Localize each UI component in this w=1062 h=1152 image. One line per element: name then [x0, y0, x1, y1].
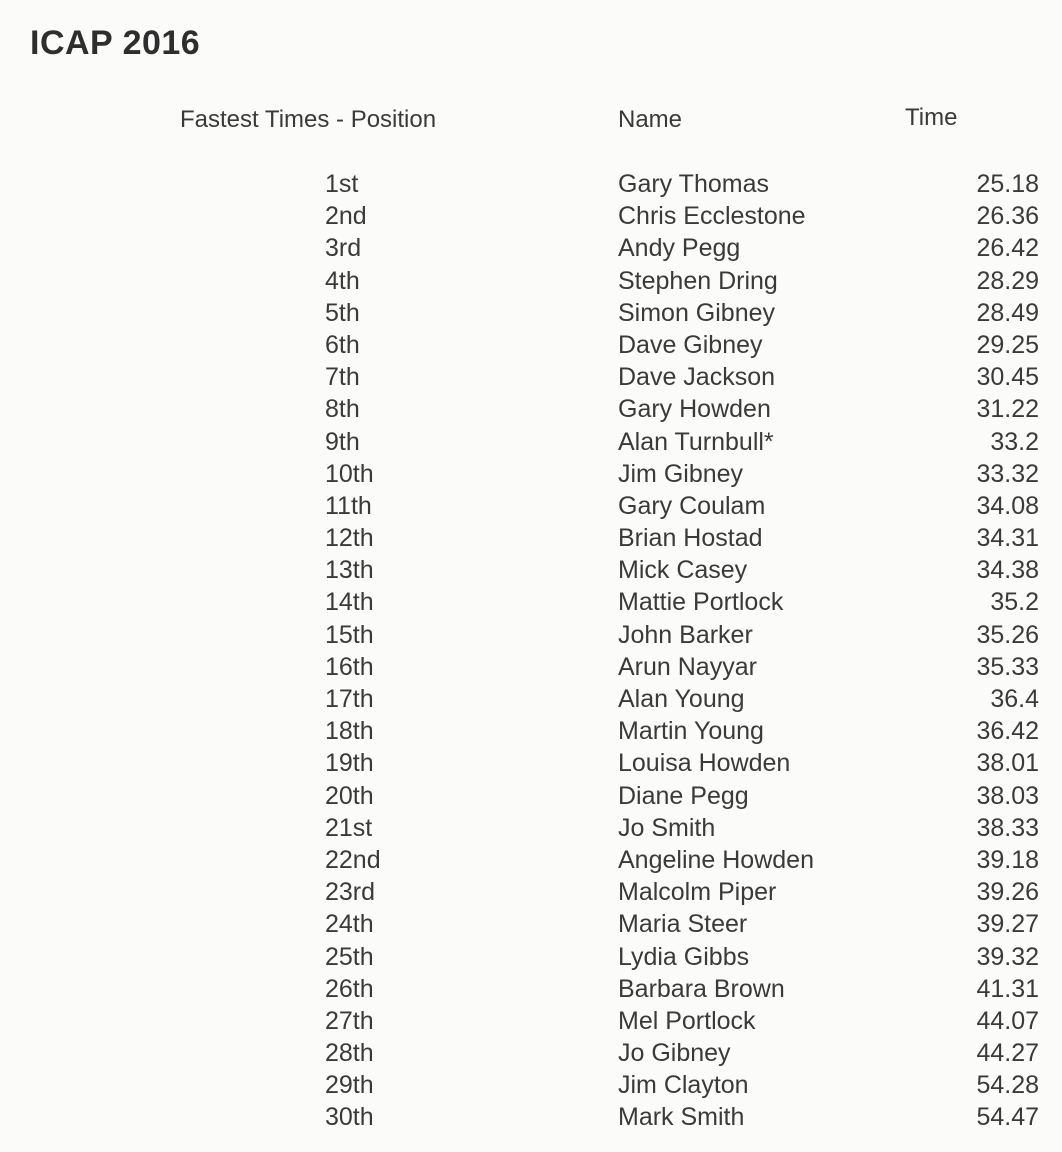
table-row [0, 393, 1062, 425]
table-row [0, 619, 1062, 651]
table-row [0, 490, 1062, 522]
row-name: Stephen Dring [618, 266, 778, 295]
table-row [0, 232, 1062, 264]
table-row [0, 329, 1062, 361]
row-position: 12th [325, 524, 374, 553]
row-name: John Barker [618, 620, 753, 649]
row-time: 26.42 [976, 234, 1039, 263]
table-row [0, 908, 1062, 940]
row-time: 54.28 [976, 1071, 1039, 1100]
row-time: 35.33 [976, 652, 1039, 681]
row-time: 25.18 [976, 170, 1039, 198]
row-name: Brian Hostad [618, 524, 763, 553]
row-time: 38.33 [976, 813, 1039, 842]
table-row [0, 1037, 1062, 1069]
table-row [0, 973, 1062, 1005]
row-time: 33.32 [976, 459, 1039, 488]
column-header-name: Name [618, 106, 683, 133]
row-name: Jo Gibney [618, 1039, 731, 1068]
row-name: Gary Coulam [618, 491, 766, 520]
row-time: 28.49 [976, 298, 1039, 327]
row-name: Mattie Portlock [618, 588, 784, 617]
row-position: 3rd [325, 234, 362, 263]
table-row [0, 1069, 1062, 1101]
row-name: Alan Turnbull* [618, 427, 774, 456]
table-row [0, 426, 1062, 458]
row-position: 6th [325, 330, 360, 359]
row-position: 5th [325, 298, 360, 327]
row-name: Jim Clayton [618, 1071, 749, 1100]
row-name: Dave Gibney [618, 330, 763, 359]
row-position: 14th [325, 588, 374, 617]
row-time: 44.07 [976, 1006, 1039, 1035]
row-name: Chris Ecclestone [618, 202, 806, 231]
row-name: Louisa Howden [618, 749, 791, 778]
row-name: Lydia Gibbs [618, 942, 750, 971]
row-time: 38.03 [976, 781, 1039, 810]
table-row [0, 844, 1062, 876]
table-row [0, 941, 1062, 973]
row-time: 34.38 [976, 556, 1039, 585]
row-name: Gary Howden [618, 395, 771, 424]
table-row [0, 780, 1062, 812]
row-position: 21st [325, 813, 373, 842]
row-position: 16th [325, 652, 374, 681]
row-position: 2nd [325, 202, 367, 231]
table-row [0, 683, 1062, 715]
row-time: 34.08 [976, 491, 1039, 520]
table-row [0, 715, 1062, 747]
row-position: 24th [325, 910, 374, 939]
row-name: Jo Smith [618, 813, 716, 842]
row-position: 15th [325, 620, 374, 649]
row-position: 20th [325, 781, 374, 810]
row-time: 35.2 [990, 588, 1039, 617]
row-name: Diane Pegg [618, 781, 749, 810]
row-position: 29th [325, 1071, 374, 1100]
table-row [0, 812, 1062, 844]
row-position: 23rd [325, 878, 376, 907]
row-name: Angeline Howden [618, 845, 814, 874]
row-position: 17th [325, 685, 374, 713]
table-row [0, 747, 1062, 779]
row-time: 38.01 [976, 749, 1039, 778]
row-time: 31.22 [976, 395, 1039, 424]
row-position: 13th [325, 556, 374, 585]
row-position: 8th [325, 395, 360, 424]
row-position: 11th [325, 491, 372, 520]
row-time: 39.18 [976, 845, 1039, 874]
table-row [0, 876, 1062, 908]
row-time: 34.31 [976, 524, 1039, 553]
row-name: Alan Young [618, 685, 745, 713]
row-time: 33.2 [990, 427, 1039, 456]
row-name: Dave Jackson [618, 363, 776, 392]
table-row [0, 297, 1062, 329]
row-position: 26th [325, 974, 374, 1003]
row-position: 19th [325, 749, 374, 778]
row-time: 54.47 [976, 1103, 1039, 1132]
row-time: 39.27 [976, 910, 1039, 939]
row-position: 18th [325, 717, 374, 746]
row-time: 28.29 [976, 266, 1039, 295]
row-name: Gary Thomas [618, 170, 769, 198]
row-position: 30th [325, 1103, 374, 1132]
table-row [0, 168, 1062, 200]
row-position: 22nd [325, 845, 381, 874]
table-row [0, 1101, 1062, 1133]
row-name: Andy Pegg [618, 234, 741, 263]
row-name: Malcolm Piper [618, 878, 777, 907]
row-time: 36.4 [990, 685, 1039, 713]
row-time: 39.26 [976, 878, 1039, 907]
table-row [0, 200, 1062, 232]
row-position: 4th [325, 266, 360, 295]
row-time: 29.25 [976, 330, 1039, 359]
table-row [0, 522, 1062, 554]
table-row [0, 265, 1062, 297]
column-header-time: Time [905, 104, 958, 131]
row-time: 35.26 [976, 620, 1039, 649]
row-name: Mel Portlock [618, 1006, 756, 1035]
row-name: Simon Gibney [618, 298, 776, 327]
table-row [0, 458, 1062, 490]
table-row [0, 586, 1062, 618]
table-row [0, 651, 1062, 683]
table-row [0, 361, 1062, 393]
table-row [0, 1005, 1062, 1037]
row-time: 41.31 [976, 974, 1039, 1003]
table-row [0, 554, 1062, 586]
row-position: 9th [325, 427, 360, 456]
row-name: Barbara Brown [618, 974, 785, 1003]
row-position: 27th [325, 1006, 374, 1035]
row-name: Mick Casey [618, 556, 748, 585]
page-title: ICAP 2016 [30, 24, 201, 62]
row-name: Arun Nayyar [618, 652, 757, 681]
row-position: 10th [325, 459, 374, 488]
results-table [0, 168, 1062, 1134]
row-name: Martin Young [618, 717, 764, 746]
row-time: 26.36 [976, 202, 1039, 231]
row-position: 7th [325, 363, 360, 392]
row-position: 28th [325, 1039, 374, 1068]
row-time: 36.42 [976, 717, 1039, 746]
row-name: Jim Gibney [618, 459, 744, 488]
row-time: 30.45 [976, 363, 1039, 392]
row-name: Mark Smith [618, 1103, 745, 1132]
row-position: 1st [325, 170, 359, 198]
column-header-position: Fastest Times - Position [180, 106, 437, 133]
row-time: 44.27 [976, 1039, 1039, 1068]
row-name: Maria Steer [618, 910, 748, 939]
row-time: 39.32 [976, 942, 1039, 971]
row-position: 25th [325, 942, 374, 971]
